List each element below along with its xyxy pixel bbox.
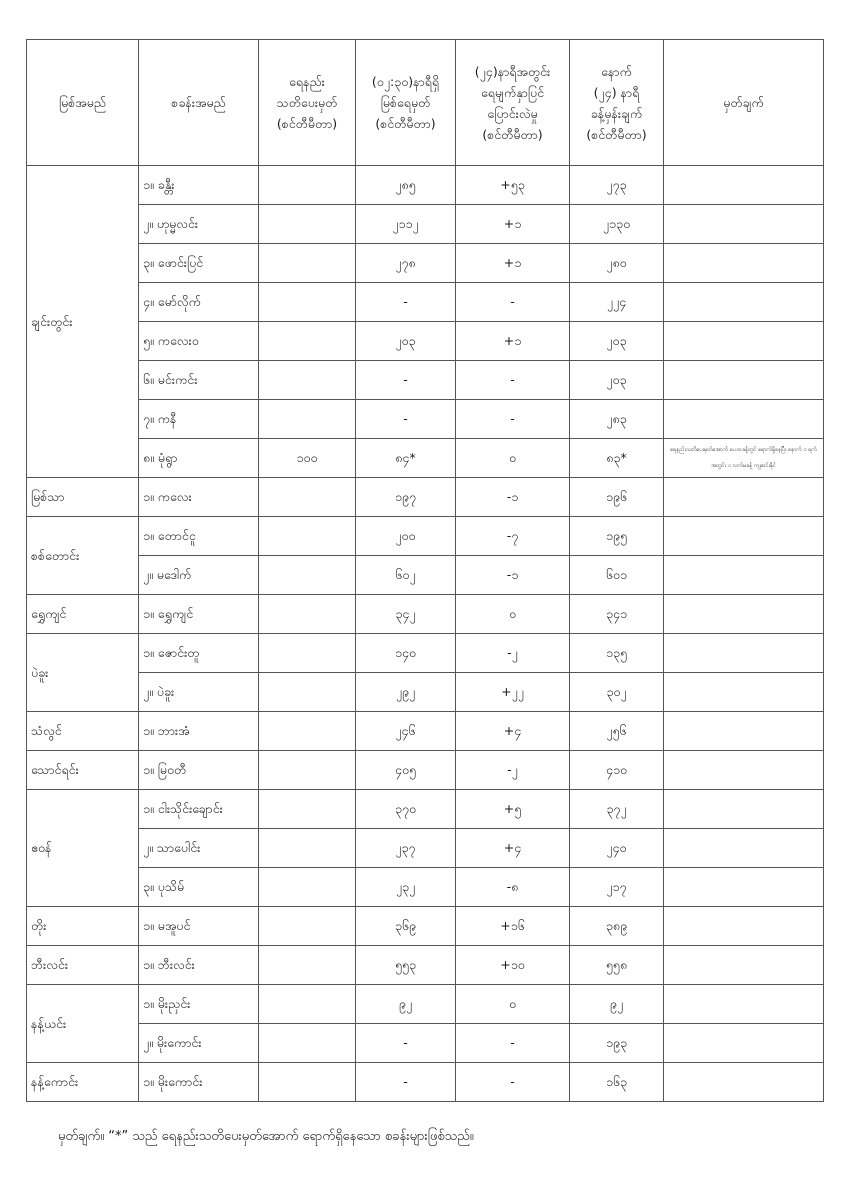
remark-text [668,263,819,264]
river-name-cell: စစ်တောင်း [27,517,139,595]
station-name-cell: ၁။ မြဝတီ [139,751,259,790]
water-level-cell: ၅၅၃ [356,946,456,985]
water-level-cell: ၈၄* [356,439,456,478]
station-name-cell: ၁။ မိုးညှင်း [139,985,259,1024]
water-level-cell: ၁၉၇ [356,478,456,517]
level-change-cell: ၀ [456,595,570,634]
forecast-cell: ၄၁၀ [570,751,664,790]
station-name-cell: ၁။ ကလေး [139,478,259,517]
level-change-cell: +၁ [456,205,570,244]
header-level-change: (၂၄)နာရီအတွင်း ရေမျက်နှာပြင် ပြောင်းလဲမှု (စင်တီမီတာ) [456,40,570,166]
level-change-cell: +၁၀ [456,946,570,985]
water-level-cell: ၆၀၂ [356,556,456,595]
forecast-cell: ၃၄၁ [570,595,664,634]
table-row [27,283,824,322]
level-change-cell: - [456,400,570,439]
station-name-cell: ၁။ ငါးသိုင်းချောင်း [139,790,259,829]
forecast-cell: ၂၂၄ [570,283,664,322]
warning-level-cell [259,283,356,322]
station-name-cell: ၁။ ဇောင်းတူ [139,634,259,673]
header-station-name: စခန်းအမည် [139,40,259,166]
remark-cell [664,517,824,556]
footnote: မှတ်ချက်။ “*” သည် ရေနည်းသတိပေးမှတ်အောက် ရောက်ရှိနေသော စခန်းများဖြစ်သည်။ [58,1129,474,1144]
level-change-cell: -၇ [456,517,570,556]
water-level-cell: - [356,400,456,439]
station-name-cell: ၇။ ကနီ [139,400,259,439]
water-level-cell: ၂၈၅ [356,166,456,205]
remark-text [668,809,819,810]
level-change-cell: - [456,1024,570,1063]
forecast-cell: ၃၈၉ [570,907,664,946]
water-level-cell: ၃၄၂ [356,595,456,634]
forecast-cell: ၈၃* [570,439,664,478]
table-row [27,400,824,439]
remark-cell [664,244,824,283]
station-name-cell: ၁။ ရွှေကျင် [139,595,259,634]
remark-text: ရေနည်းသတိပေးမှတ်အောက် ပေ၁၀ခန့်တွင် ရောက်ရှိနေပြီး နောက် ၁ ရက်အတွင်း ၁ လက်မခန့် ကျဆင်းနိုင် [670,446,817,469]
header-remark: မှတ်ချက် [664,40,824,166]
header-warning-level: ရေနည်း သတိပေးမှတ် (စင်တီမီတာ) [259,40,356,166]
remark-text [668,614,819,615]
table-row [27,244,824,283]
table-header-row [27,40,824,166]
header-river-name: မြစ်အမည် [27,40,139,166]
forecast-cell: ၂၄၀ [570,829,664,868]
table-row [27,1024,824,1063]
water-level-cell: ၂၀၀ [356,517,456,556]
river-name-cell: ပဲခူး [27,634,139,712]
warning-level-cell [259,166,356,205]
warning-level-cell [259,907,356,946]
remark-cell [664,322,824,361]
forecast-cell: ၂၇၃ [570,166,664,205]
remark-cell [664,205,824,244]
level-change-cell: +၁၆ [456,907,570,946]
water-level-cell: ၂၁၁၂ [356,205,456,244]
station-name-cell: ၁။ မိုးကောင်း [139,1063,259,1102]
table-row [27,907,824,946]
forecast-cell: ၂၀၃ [570,322,664,361]
table-row [27,205,824,244]
table-row [27,556,824,595]
station-name-cell: ၆။ မင်းကင်း [139,361,259,400]
remark-text [668,926,819,927]
remark-cell [664,946,824,985]
station-name-cell: ၂။ ဟုမ္မလင်း [139,205,259,244]
level-change-cell: -၂ [456,634,570,673]
remark-cell [664,712,824,751]
warning-level-cell [259,322,356,361]
forecast-cell: ၃၀၂ [570,673,664,712]
level-change-cell: - [456,1063,570,1102]
remark-text [668,731,819,732]
forecast-cell: ၂၅၆ [570,712,664,751]
table-row [27,790,824,829]
level-change-cell: +၁ [456,244,570,283]
water-level-cell: ၄၀၅ [356,751,456,790]
table-body [27,166,824,1102]
warning-level-cell [259,1024,356,1063]
level-change-cell: +၄ [456,829,570,868]
forecast-cell: ၂၁၃၀ [570,205,664,244]
table-row [27,517,824,556]
warning-level-cell [259,868,356,907]
remark-text [668,1004,819,1005]
river-name-cell: နန့်ယင်း [27,985,139,1063]
warning-level-cell [259,790,356,829]
level-change-cell: ၀ [456,985,570,1024]
remark-text [668,302,819,303]
table-row [27,829,824,868]
remark-text [668,497,819,498]
level-change-cell: -၂ [456,751,570,790]
warning-level-cell [259,244,356,283]
forecast-cell: ၁၃၅ [570,634,664,673]
station-name-cell: ၂။ သာပေါင်း [139,829,259,868]
water-level-cell: - [356,1063,456,1102]
station-name-cell: ၂။ ပဲခူး [139,673,259,712]
station-name-cell: ၅။ ကလေးဝ [139,322,259,361]
table-row [27,868,824,907]
warning-level-cell [259,712,356,751]
forecast-cell: ၁၉၅ [570,517,664,556]
table-row [27,751,824,790]
remark-text [668,575,819,576]
table-row [27,361,824,400]
warning-level-cell [259,517,356,556]
remark-cell [664,673,824,712]
station-name-cell: ၁။ ဘီးလင်း [139,946,259,985]
remark-text [668,887,819,888]
water-level-cell: ၂၄၆ [356,712,456,751]
warning-level-cell [259,595,356,634]
forecast-cell: ၁၆၃ [570,1063,664,1102]
forecast-cell: ၂၁၇ [570,868,664,907]
remark-text [668,1082,819,1083]
header-water-level: (၀၂:၃၀)နာရီရှိ မြစ်ရေမှတ် (စင်တီမီတာ) [356,40,456,166]
warning-level-cell [259,985,356,1024]
station-name-cell: ၁။ တောင်ငူ [139,517,259,556]
water-level-cell: - [356,1024,456,1063]
table-row [27,712,824,751]
forecast-cell: ၂၈၀ [570,244,664,283]
level-change-cell: +၄ [456,712,570,751]
water-level-cell: ၂၃၇ [356,829,456,868]
river-name-cell: နန့်ကောင်း [27,1063,139,1102]
remark-cell [664,556,824,595]
remark-text [668,653,819,654]
station-name-cell: ၄။ မော်လိုက် [139,283,259,322]
remark-cell [664,361,824,400]
forecast-cell: ၂၈၃ [570,400,664,439]
warning-level-cell [259,400,356,439]
warning-level-cell [259,634,356,673]
table-row [27,166,824,205]
river-name-cell: မြစ်သာ [27,478,139,517]
river-name-cell: သံလွင် [27,712,139,751]
station-name-cell: ၃။ ပုသိမ် [139,868,259,907]
remark-text [668,848,819,849]
remark-cell [664,166,824,205]
warning-level-cell [259,361,356,400]
remark-cell [664,478,824,517]
warning-level-cell [259,946,356,985]
warning-level-cell: ၁၀၀ [259,439,356,478]
level-change-cell: +၁ [456,322,570,361]
level-change-cell: -၁ [456,478,570,517]
remark-text [668,419,819,420]
water-level-cell: ၉၂ [356,985,456,1024]
table-row [27,985,824,1024]
warning-level-cell [259,1063,356,1102]
river-name-cell: တိုး [27,907,139,946]
level-change-cell: +၅ [456,790,570,829]
remark-cell [664,907,824,946]
station-name-cell: ၂။ မိုးကောင်း [139,1024,259,1063]
table-row [27,439,824,478]
river-name-cell: ဧဝန် [27,790,139,907]
forecast-cell: ၂၀၃ [570,361,664,400]
remark-text [668,1043,819,1044]
station-name-cell: ၈။ မုံရွာ [139,439,259,478]
warning-level-cell [259,829,356,868]
river-name-cell: ချင်းတွင်း [27,166,139,478]
level-change-cell: - [456,283,570,322]
station-name-cell: ၁။ မအူပင် [139,907,259,946]
warning-level-cell [259,751,356,790]
warning-level-cell [259,556,356,595]
river-name-cell: ဘီးလင်း [27,946,139,985]
remark-text [668,770,819,771]
warning-level-cell [259,673,356,712]
river-name-cell: သောင်ရင်း [27,751,139,790]
water-level-cell: ၃၇၀ [356,790,456,829]
water-level-cell: ၂၀၃ [356,322,456,361]
table-row [27,595,824,634]
remark-cell [664,829,824,868]
water-level-cell: ၂၉၂ [356,673,456,712]
remark-text [668,692,819,693]
remark-text [668,536,819,537]
station-name-cell: ၁။ ဘားအံ [139,712,259,751]
remark-text [668,380,819,381]
table-row [27,673,824,712]
remark-cell [664,595,824,634]
table-row [27,322,824,361]
remark-cell [664,751,824,790]
water-level-cell: ၃၆၉ [356,907,456,946]
remark-cell [664,439,824,478]
level-change-cell: ၀ [456,439,570,478]
remark-text [668,341,819,342]
forecast-cell: ၃၇၂ [570,790,664,829]
water-level-cell: ၁၄၀ [356,634,456,673]
water-level-cell: ၂၃၂ [356,868,456,907]
warning-level-cell [259,478,356,517]
forecast-cell: ၉၂ [570,985,664,1024]
table-row [27,946,824,985]
remark-cell [664,790,824,829]
table-row [27,634,824,673]
remark-cell [664,1024,824,1063]
level-change-cell: - [456,361,570,400]
header-forecast: နောက် (၂၄) နာရီ ခန့်မှန်းချက် (စင်တီမီတာ) [570,40,664,166]
table-row [27,1063,824,1102]
station-name-cell: ၂။ မဒေါက် [139,556,259,595]
remark-cell [664,985,824,1024]
station-name-cell: ၁။ ခန္တီး [139,166,259,205]
water-level-cell: - [356,361,456,400]
river-name-cell: ရွှေကျင် [27,595,139,634]
remark-text [668,224,819,225]
remark-cell [664,868,824,907]
forecast-cell: ၆၀၁ [570,556,664,595]
forecast-cell: ၅၅၈ [570,946,664,985]
remark-text [668,185,819,186]
level-change-cell: +၂၂ [456,673,570,712]
table-row [27,478,824,517]
remark-cell [664,400,824,439]
level-change-cell: +၅၃ [456,166,570,205]
water-level-cell: ၂၇၈ [356,244,456,283]
level-change-cell: -၈ [456,868,570,907]
station-name-cell: ၃။ ဖောင်းပြင် [139,244,259,283]
level-change-cell: -၁ [456,556,570,595]
river-level-table [26,39,824,1102]
forecast-cell: ၁၉၆ [570,478,664,517]
remark-cell [664,634,824,673]
remark-cell [664,1063,824,1102]
remark-cell [664,283,824,322]
forecast-cell: ၁၉၃ [570,1024,664,1063]
warning-level-cell [259,205,356,244]
water-level-cell: - [356,283,456,322]
remark-text [668,965,819,966]
